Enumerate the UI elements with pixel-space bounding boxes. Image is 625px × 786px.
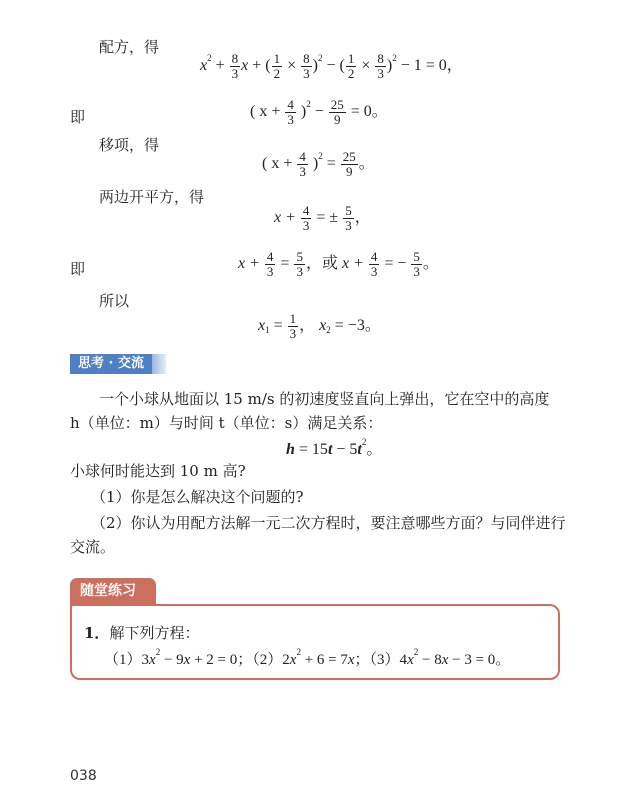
move-terms-label: 移项，得	[99, 136, 160, 154]
equation-1: $x^2$ + $\frac{8}{3}$ x + ( $\frac{1}{2}$ × $\frac{8}{3}$ )$^2$ − ( $\frac{1}{2}$ × $\frac{8}{3}$ )$^2$ − 1 = 0，	[200, 51, 463, 81]
practice-item-number: 1．	[84, 624, 110, 642]
so-label: 所以	[99, 292, 130, 310]
height-formula: $h = 15t - 5t^2$。	[286, 437, 383, 458]
equation-6: $x_1$ = $\frac{1}{3}$ ， $x_2 = -3$。	[258, 311, 381, 341]
ji-label-2: 即	[70, 260, 86, 278]
think-question-2a: （2）你认为用配方法解一元二次方程时，要注意哪些方面？与同伴进行	[91, 514, 566, 532]
think-question-1: （1）你是怎么解决这个问题的?	[91, 488, 304, 506]
practice-item-label: 解下列方程：	[109, 624, 200, 642]
practice-item-1	[84, 622, 199, 643]
square-root-label: 两边开平方，得	[99, 188, 205, 206]
equation-3: ( x + $\frac{4}{3}$ )$^2$ = $\frac{25}{9}$ 。	[262, 149, 375, 179]
think-paragraph-1: 一个小球从地面以 15 m/s 的初速度竖直向上弹出，它在空中的高度	[99, 390, 550, 408]
think-question: 小球何时能达到 10 m 高?	[70, 462, 246, 480]
think-paragraph-2: h（单位：m）与时间 t（单位：s）满足关系：	[70, 414, 383, 432]
equation-4: x + $\frac{4}{3}$ = ± $\frac{5}{3}$ ，	[274, 203, 371, 233]
complete-square-label: 配方，得	[99, 38, 160, 56]
equation-2: ( x + $\frac{4}{3}$ )$^2$ − $\frac{25}{9}$ = 0。	[250, 97, 388, 127]
equation-5: x + $\frac{4}{3}$ = $\frac{5}{3}$ ，或 x + $\frac{4}{3}$ = − $\frac{5}{3}$ 。	[238, 249, 439, 279]
ji-label-1: 即	[70, 108, 86, 126]
practice-equations: $(1)3x^2 - 9x + 2 = 0$；$(2)2x^2 + 6 = 7x$；$(3)4x^2 - 8x - 3 = 0$。	[104, 647, 511, 668]
think-discuss-banner	[70, 354, 162, 374]
think-question-2b: 交流。	[70, 538, 116, 556]
page-number: 038	[70, 768, 97, 784]
think-discuss-title: 思考 · 交流	[70, 354, 152, 374]
banner-tail	[152, 354, 166, 374]
practice-title-tab: 随堂练习	[70, 578, 156, 604]
